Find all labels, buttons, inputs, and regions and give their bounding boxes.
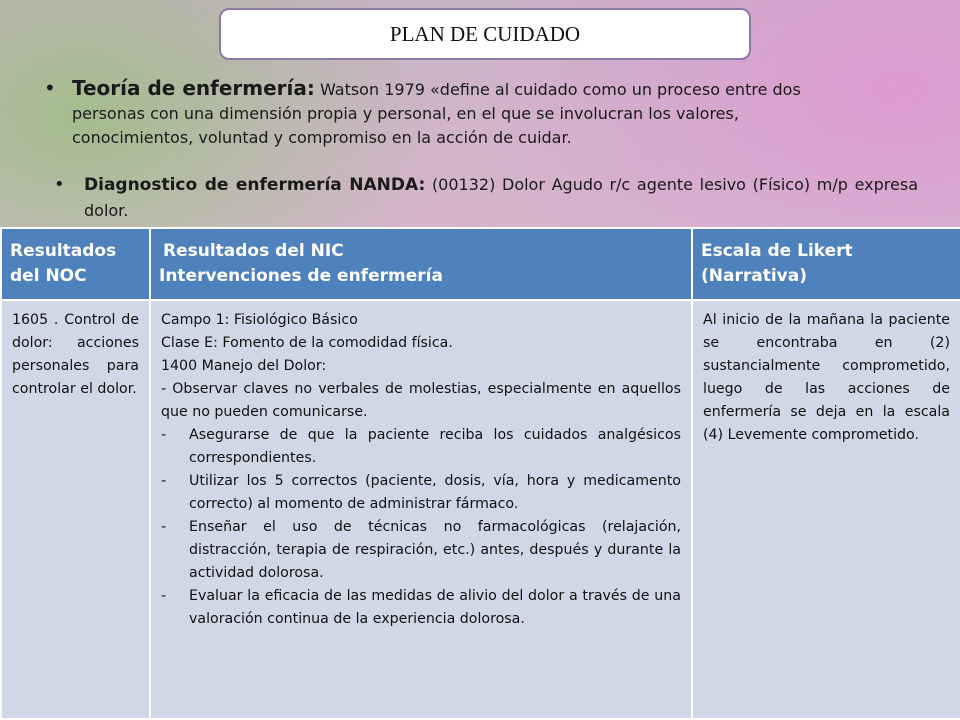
page-title (219, 8, 751, 60)
page-title-text: PLAN DE CUIDADO (389, 21, 581, 46)
nic-line: 1400 Manejo del Dolor: (161, 358, 327, 374)
list-item (161, 516, 681, 585)
diagnosis-text: (00132) Dolor Agudo r/c agente lesivo (Físico) m/p expresa dolor. (84, 175, 918, 220)
list-item (161, 585, 681, 631)
noc-text: 1605 . Control de dolor: acciones personales para controlar el dolor. (12, 312, 139, 397)
likert-cell (692, 300, 960, 719)
theory-text: Watson 1979 «define al cuidado como un proceso entre dos personas con una dimensión propia y personal, en el que se involucran los valores, conocimientos, voluntad y compromiso en la acción de cuidar. (72, 80, 801, 147)
header-noc-text: Resultados del NOC (10, 241, 117, 286)
list-item-text: Enseñar el uso de técnicas no farmacológicas (relajación, distracción, terapia de respiración, etc.) antes, después y durante la actividad dolorosa. (189, 519, 681, 581)
list-marker: - (161, 473, 167, 489)
bullet-dot: • (44, 76, 56, 100)
list-item-text: Asegurarse de que la paciente reciba los cuidados analgésicos correspondientes. (189, 427, 681, 466)
diagnosis-bullet (54, 172, 918, 224)
list-marker: - (161, 427, 167, 443)
header-likert (692, 228, 960, 300)
noc-cell (1, 300, 150, 719)
list-marker: - (161, 588, 167, 604)
nic-cell (150, 300, 692, 719)
list-item (161, 470, 681, 516)
table-row (1, 300, 960, 719)
list-item-text: Evaluar la eficacia de las medidas de alivio del dolor a través de una valoración continua de la experiencia dolorosa. (189, 588, 681, 627)
header-nic-line2: Intervenciones de enfermería (159, 266, 443, 286)
diagnosis-lead: Diagnostico de enfermería NANDA: (84, 175, 426, 195)
list-item-text: Utilizar los 5 correctos (paciente, dosis, vía, hora y medicamento correcto) al momento de administrar fármaco. (189, 473, 681, 512)
likert-text: Al inicio de la mañana la paciente se encontraba en (2) sustancialmente comprometido, luego de las acciones de enfermería se deja en la escala (4) Levemente comprometido. (703, 312, 950, 443)
list-marker: - (161, 519, 167, 535)
list-item (161, 424, 681, 470)
nic-line: Clase E: Fomento de la comodidad física. (161, 335, 453, 351)
header-nic-line1: Resultados del NIC (163, 241, 344, 261)
nic-line: - Observar claves no verbales de molestias, especialmente en aquellos que no pueden comunicarse. (161, 381, 681, 420)
theory-bullet (44, 76, 862, 150)
header-noc (1, 228, 150, 300)
nic-line: Campo 1: Fisiológico Básico (161, 312, 358, 328)
bullet-dot: • (54, 174, 65, 195)
table-header-row (1, 228, 960, 300)
header-likert-text: Escala de Likert (Narrativa) (701, 241, 853, 286)
theory-lead: Teoría de enfermería: (72, 76, 315, 100)
header-nic (150, 228, 692, 300)
care-plan-table (0, 227, 960, 720)
